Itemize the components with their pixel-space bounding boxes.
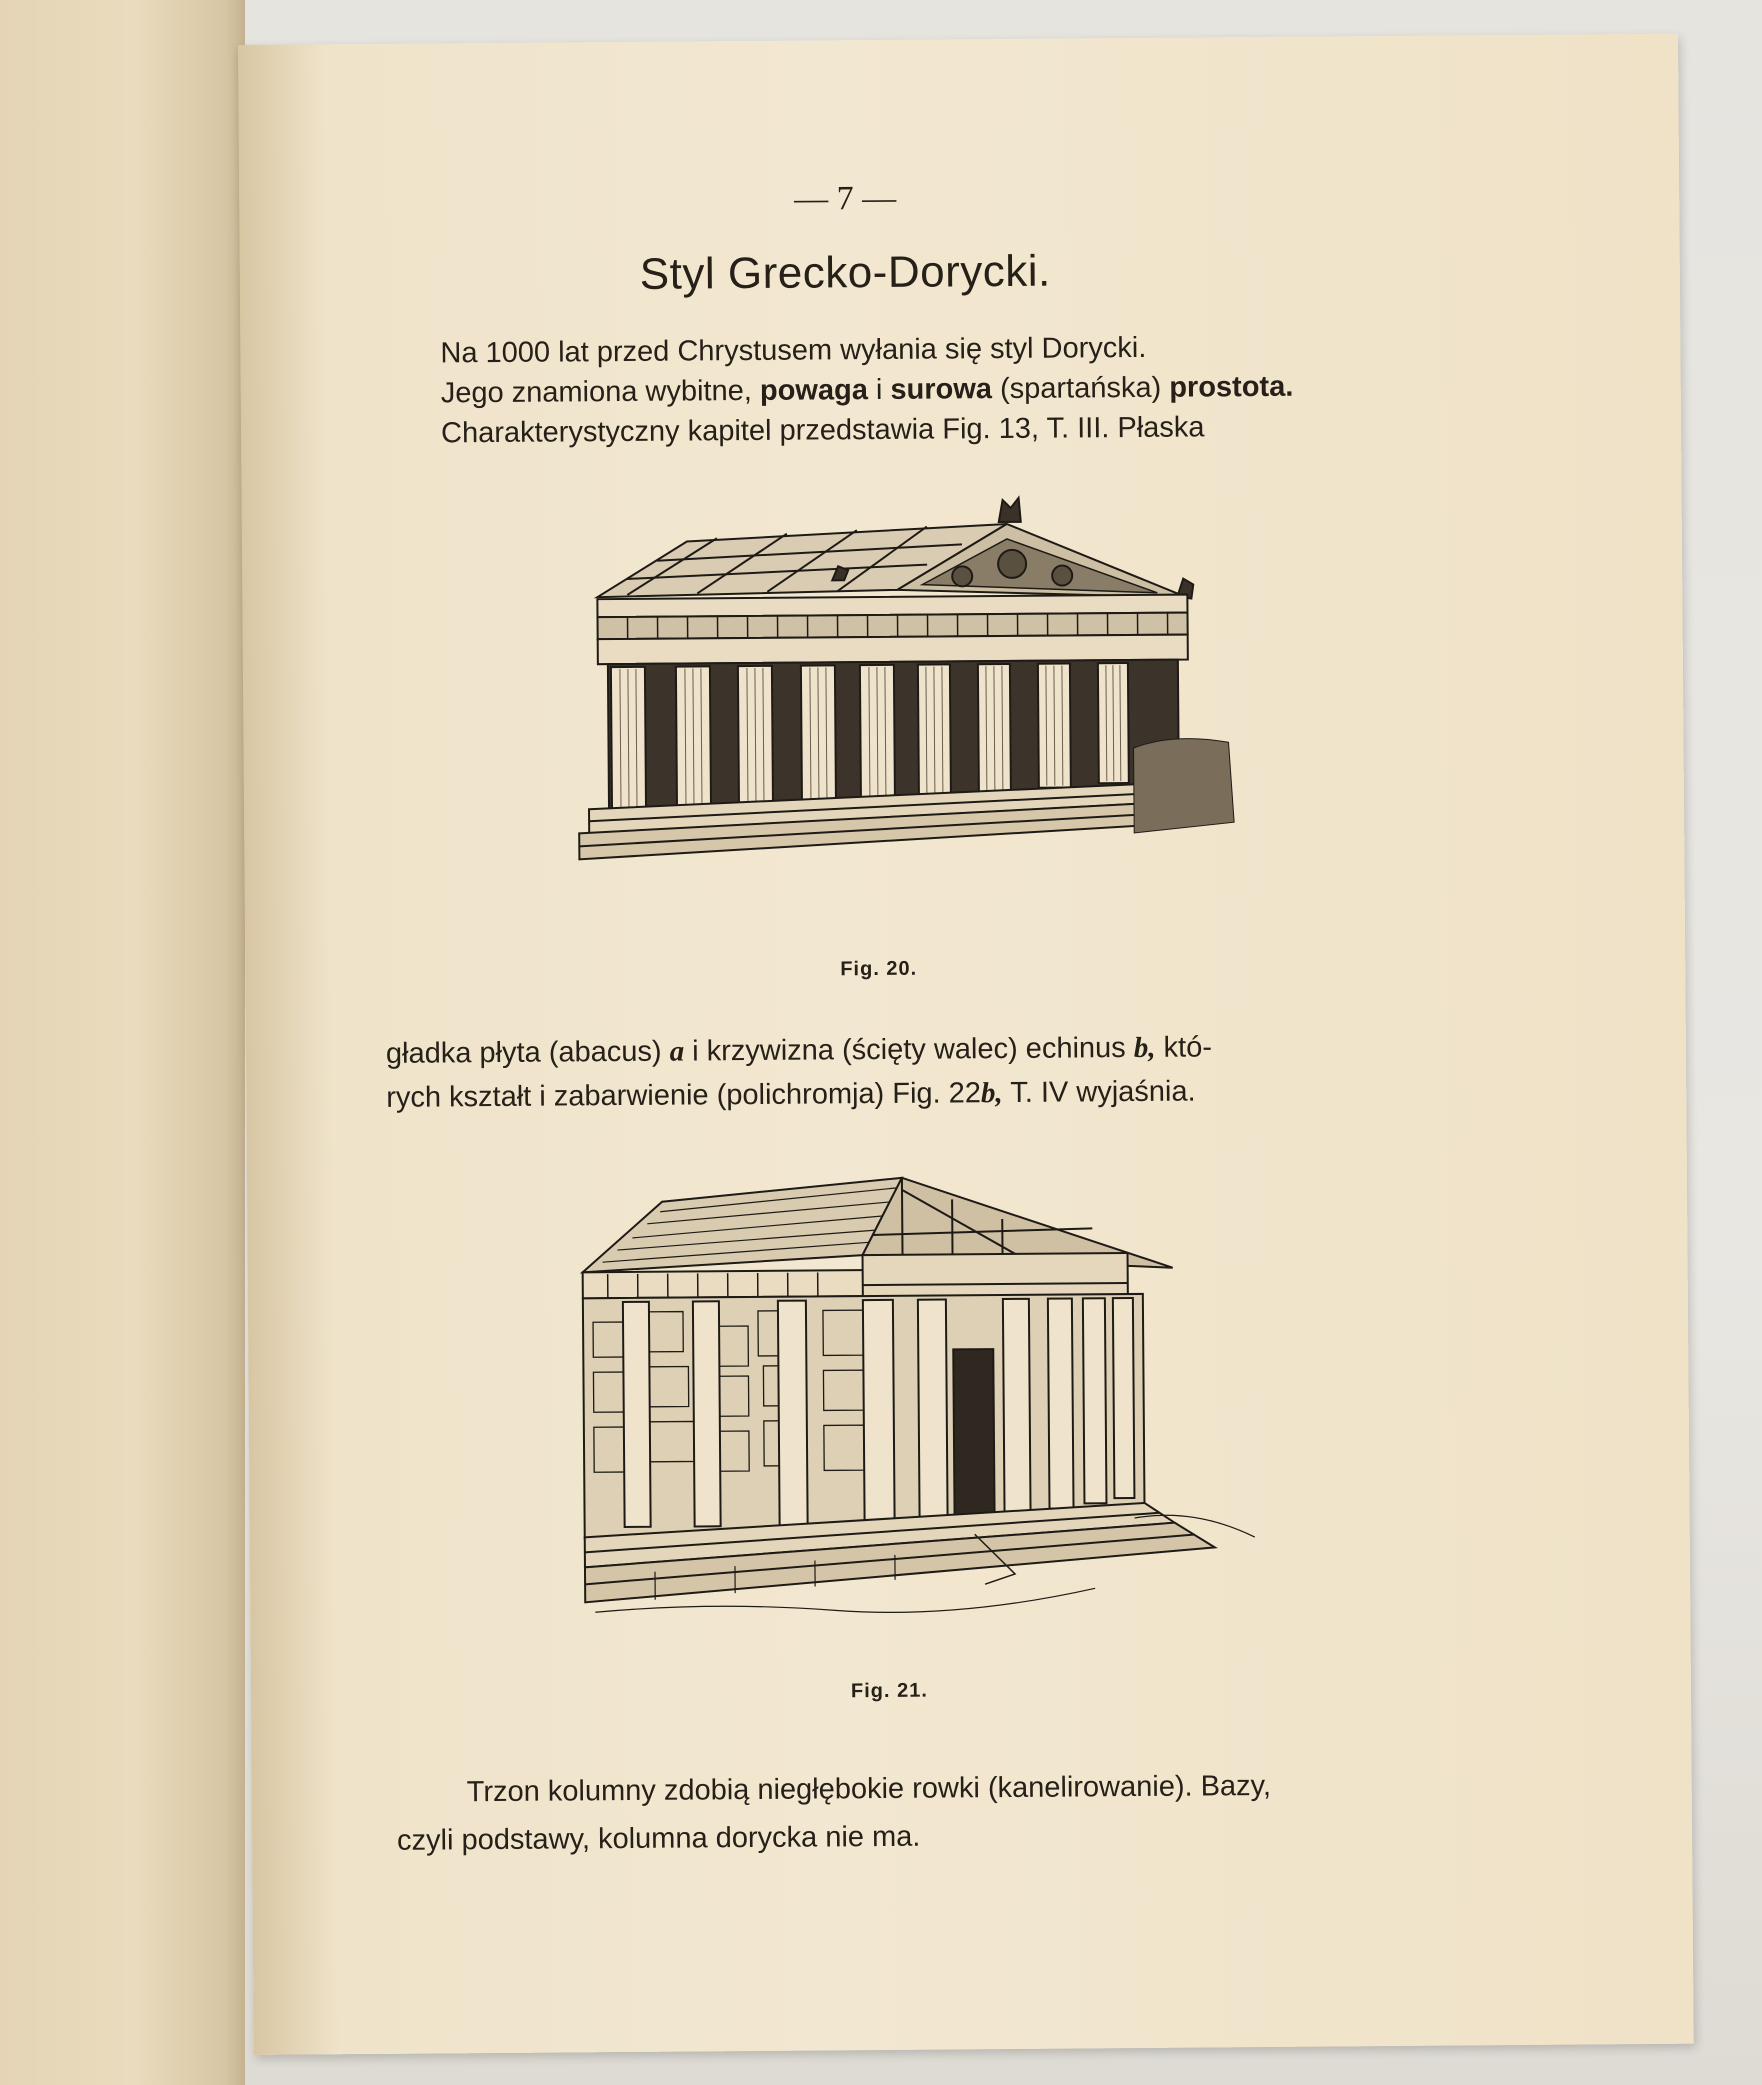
text-segment: gładka płyta (abacus) [385,1035,670,1070]
italic-term: a [669,1035,685,1068]
figure-caption: Fig. 20. [840,957,918,981]
temple-illustration-fig21 [572,1157,1276,1662]
left-page [0,0,245,2085]
right-page [238,34,1694,2055]
paragraph-column-shaft [397,1762,1272,1865]
temple-illustration-fig20 [566,482,1240,947]
text-segment: (spartańska) [991,371,1170,406]
bold-term: prostota. [1169,370,1294,404]
text-line: czyli podstawy, kolumna dorycka nie ma. [396,1820,921,1857]
text-segment: i [867,373,891,407]
page-number: — 7 — [794,179,897,218]
text-segment: T. IV wyjaśnia. [1002,1075,1196,1110]
paragraph-capital [386,1025,1213,1119]
italic-term: b, [980,1077,1003,1110]
text-line: Trzon kolumny zdobią niegłębokie rowki (kanelirowanie). Bazy, [466,1769,1272,1809]
bold-term: powaga [759,374,869,407]
bold-term: surowa [890,373,993,406]
text-line: Na 1000 lat przed Chrystusem wyłania się styl Dorycki. [440,331,1147,370]
text-segment: rych kształt i zabarwienie (polichromja) Fig. 22 [386,1077,982,1114]
text-segment: Jego znamiona wybitne, [440,374,761,410]
page-title: Styl Grecko-Dorycki. [639,246,1051,299]
text-line [386,1025,1212,1075]
italic-term: b, [1133,1031,1156,1064]
text-line: Charakterystyczny kapitel przedstawia Fig. 13, T. III. Płaska [440,411,1205,450]
text-segment: któ- [1155,1031,1213,1064]
text-line [441,367,1294,414]
text-line [386,1069,1212,1119]
paragraph-intro [440,327,1294,454]
text-segment: i krzywizna (ścięty walec) echinus [684,1031,1134,1068]
figure-caption: Fig. 21. [850,1679,928,1703]
